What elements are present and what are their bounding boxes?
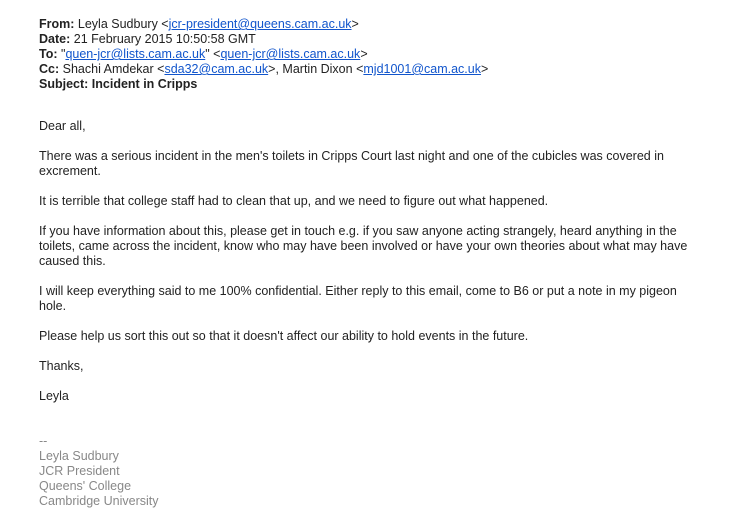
- body-paragraph: There was a serious incident in the men's toilets in Cripps Court last night and one of the cubicles was covered in excrement.: [39, 149, 664, 178]
- sign-off: Thanks,: [39, 359, 84, 373]
- to-display-link[interactable]: quen-jcr@lists.cam.ac.uk: [65, 47, 206, 61]
- cc-name-1: Shachi Amdekar: [62, 62, 154, 76]
- subject-value: Incident in Cripps: [91, 77, 198, 91]
- cc-email-link-2[interactable]: mjd1001@cam.ac.uk: [363, 62, 481, 76]
- signature-line: Cambridge University: [39, 494, 159, 508]
- from-name: Leyla Sudbury: [77, 17, 158, 31]
- sender-name: Leyla: [39, 389, 69, 403]
- email-headers: [39, 17, 709, 92]
- subject-row: [39, 77, 709, 92]
- cc-name-2: Martin Dixon: [282, 62, 353, 76]
- cc-label: Cc:: [39, 62, 60, 76]
- greeting: Dear all,: [39, 119, 86, 133]
- signature-separator: --: [39, 434, 48, 448]
- to-email-link[interactable]: quen-jcr@lists.cam.ac.uk: [220, 47, 361, 61]
- signature-line: JCR President: [39, 464, 120, 478]
- signature-line: Queens' College: [39, 479, 132, 493]
- subject-label: Subject:: [39, 77, 89, 91]
- body-paragraph: Please help us sort this out so that it doesn't affect our ability to hold events in the future.: [39, 329, 529, 343]
- date-label: Date:: [39, 32, 71, 46]
- body-paragraph: It is terrible that college staff had to clean that up, and we need to figure out what happened.: [39, 194, 549, 208]
- to-label: To:: [39, 47, 58, 61]
- date-value: 21 February 2015 10:50:58 GMT: [73, 32, 256, 46]
- signature-line: Leyla Sudbury: [39, 449, 119, 463]
- cc-row: Cc: Shachi Amdekar <sda32@cam.ac.uk>, Martin Dixon <mjd1001@cam.ac.uk>: [39, 62, 489, 76]
- from-label: From:: [39, 17, 75, 31]
- date-row: [39, 32, 709, 47]
- from-email-link[interactable]: jcr-president@queens.cam.ac.uk: [168, 17, 352, 31]
- body-paragraph: If you have information about this, please get in touch e.g. if you saw anyone acting strangely, heard anything in the toilets, came across the incident, know who may have been involved or have your own theories about what may have caused this.: [39, 224, 688, 268]
- cc-email-link-1[interactable]: sda32@cam.ac.uk: [164, 62, 269, 76]
- signature-block: [39, 434, 709, 509]
- to-row: To: "quen-jcr@lists.cam.ac.uk" <quen-jcr@lists.cam.ac.uk>: [39, 47, 368, 61]
- email-body: [39, 119, 709, 404]
- body-paragraph: I will keep everything said to me 100% confidential. Either reply to this email, come to B6 or put a note in my pigeon hole.: [39, 284, 677, 313]
- from-row: From: Leyla Sudbury <jcr-president@queens.cam.ac.uk>: [39, 17, 359, 31]
